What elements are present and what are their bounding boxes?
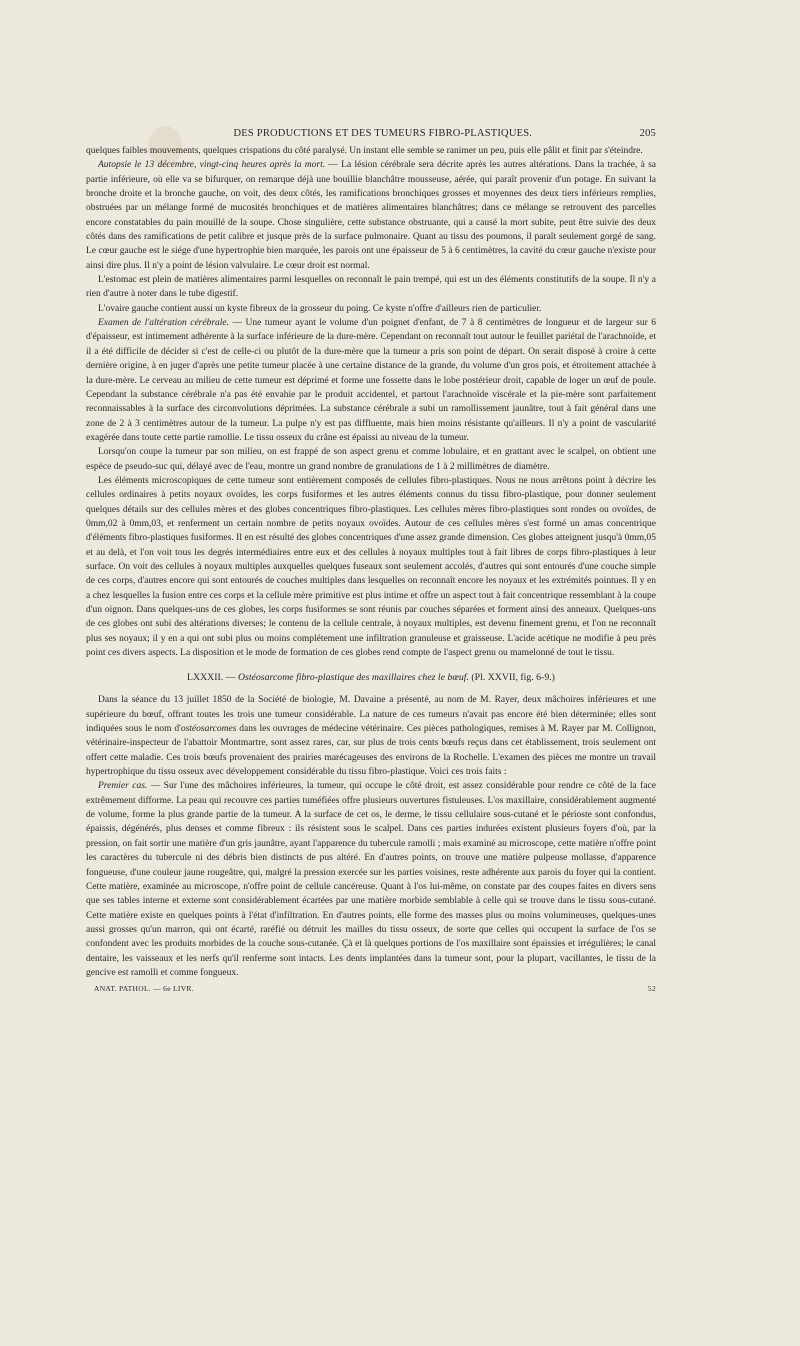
- paragraph: quelques faibles mouvements, quelques crispations du côté paralysé. Un instant elle semble se ranimer un peu, puis elle pâlit et finit par s'éteindre.: [86, 146, 643, 156]
- page-content: [86, 128, 656, 993]
- section-number: LXXXII. —: [187, 672, 238, 684]
- paragraph: Les éléments microscopiques de cette tumeur sont entièrement composés de cellules fibro-plastiques. Nous ne nous arrêtons point à décrire les cellules ordinaires à petits noyaux ovoïdes, les corps fusiformes et les autres éléments connus du tissu fibro-plastique, pour donner seulement quelques détails sur des cellules mères et des globes concentriques fibro-plastiques. Les cellules mères fibro-plastiques sont rondes ou ovoïdes, de 0mm,02 à 0mm,03, et renferment un certain nombre de petits noyaux ovoïdes. Autour de ces cellules mères s'est formé un amas concentrique d'éléments fibro-plastiques fusiformes. Il en est résulté des globes concentriques d'une assez grande dimension. Ces globes atteignent jusqu'à 0mm,05 et au delà, et l'on voit tous les degrés intermédiaires entre eux et des cellules à noyaux multiples tout à fait libres de corps fibro-plastiques à leur surface. On voit des cellules à noyaux multiples auxquelles quelques fuseaux sont seulement accolés, d'autres qui sont entourés d'une couche simple de ces corps, d'autres encore qui sont entourés de couches multiples dans lesquelles on reconnaît encore les noyaux et les extrémités pointues. Il y en a chez lesquelles la fusion entre ces corps et la cellule mère primitive est plus intime et offre un aspect tout à fait concentrique ressemblant à la coupe d'un oignon. Dans quelques-uns de ces globes, les corps fusiformes se sont réunis par couches séparées et forment ainsi des anneaux. Quelques-uns de ces globes ont subi des altérations diverses; le contenu de la cellule centrale, à noyaux multiples, est devenu finement grenu, et l'on ne reconnaît plus ses noyaux; il y en a qui ont subi plus ou moins complétement une infiltration granuleuse et graisseuse. L'acide acétique ne modifie à peu près point ces divers aspects. La disposition et le mode de formation de ces globes rend compte de l'aspect grenu ou mamelonné de tout le tissu.: [86, 475, 656, 659]
- paragraph: [86, 693, 656, 779]
- paragraph-italic: ostéosarcomes: [180, 724, 237, 735]
- section-title-italic: Ostéosarcome fibro-plastique des maxillaires chez le bœuf.: [237, 672, 469, 684]
- section-plate-ref: (Pl. XXVII, fig. 6-9.): [468, 672, 555, 684]
- paragraph-text: dans les ouvrages de médecine vétérinaire. Ces pièces pathologiques, remises à M. Rayer par M. Collignon, vétérinaire-inspecteur de l'abattoir Montmartre, sont assez rares, car, sur plus de trois cents bœufs reçus dans cet établissement, trois seulement ont offert cette maladie. Ces trois bœufs provenaient des prairies marécageuses des environs de la Rochelle. L'examen des pièces me montre un travail hypertrophique du tissu osseux avec développement considérable du tissu fibro-plastique. Voici ces trois faits :: [86, 724, 657, 778]
- signature-mark: ANAT. PATHOL. — 6e LIVR.: [94, 984, 194, 994]
- paragraph: L'ovaire gauche contient aussi un kyste fibreux de la grosseur du poing. Ce kyste n'offre d'ailleurs rien de particulier.: [98, 303, 542, 314]
- section-heading: [86, 672, 656, 683]
- paragraph: [86, 158, 656, 273]
- paragraph-lead: Premier cas.: [98, 781, 148, 792]
- running-title: DES PRODUCTIONS ET DES TUMEURS FIBRO-PLASTIQUES.: [233, 128, 533, 139]
- paragraph-lead: Autopsie le 13 décembre, vingt-cinq heures après la mort.: [98, 160, 326, 171]
- paragraph: Lorsqu'on coupe la tumeur par son milieu, on est frappé de son aspect grenu et comme lobulaire, et en grattant avec le scalpel, on obtient une espèce de pseudo-suc qui, délayé avec de l'eau, montre un grand nombre de granulations de 1 à 2 millimètres de diamètre.: [86, 447, 656, 472]
- paragraph-body: — Sur l'une des mâchoires inférieures, la tumeur, qui occupe le côté droit, est assez considérable pour rendre ce côté de la face extrêmement difforme. La peau qui recouvre ces parties tuméfiées offre plusieurs ouvertures fistuleuses. L'os maxillaire, considérablement augmenté de volume, forme la plus grande partie de la tumeur. A la surface de cet os, le derme, le tissu cellulaire sous-cutané et le périoste sont confondus, épaissis, dégénérés, plus denses et comme fibreux : ils résistent sous le scalpel. Dans ces parties indurées existent plusieurs foyers d'où, par la pression, on fait sortir une matière d'un gris jaunâtre, ayant l'apparence du tubercule ramolli ; mais examiné au microscope, cette matière n'offre point les caractères du tubercule ni des débris bien distincts de pus altéré. En d'autres points, on trouve une matière pulpeuse mollasse, d'apparence fongueuse, d'une couleur jaune rougeâtre, qui, malgré la pression exercée sur les parties voisines, reste adhérente aux parois du foyer qui la contient. Cette matière, examinée au microscope, n'offre point de cellule cancéreuse. Quant à l'os lui-même, on constate par des coupes faites en divers sens que ses tables interne et externe sont considérablement écartées par une matière morbide semblable à celle qui se trouve dans le tissu sous-cutané. Cette matière existe en quelques points à l'état d'infiltration. En d'autres points, elle forme des masses plus ou moins volumineuses, quelques-unes aussi grosses qu'un marron, qui ont écarté, raréfié ou détruit les mailles du tissu osseux, de sorte que celles qui occupent la surface de l'os se confondent avec les produits morbides de la couche sous-cutanée. Çà et là quelques portions de l'os maxillaire sont épaissies et irrégulières; le canal dentaire, les vaisseaux et les nerfs qu'il renferme sont intacts. Les dents implantées dans la tumeur sont, pour la plupart, vacillantes, le tissu de la gencive est ramolli et comme fongueux.: [86, 781, 656, 978]
- running-header: [86, 128, 656, 139]
- paragraph-body: — La lésion cérébrale sera décrite après les autres altérations. Dans la trachée, à sa partie inférieure, où elle va se bifurquer, on remarque déjà une bouillie blanchâtre mousseuse, aérée, qui paraît provenir d'un potage. En suivant la bronche droite et la bronche gauche, on voit, des deux côtés, les ramifications bronchiques grosses et moyennes des deux tiers inférieurs remplies, obstruées par un mélange formé de mucosités bronchiques et de matières alimentaires blanchâtres; dans ce mélange se retrouvent des parcelles encore constatables du pain mouillé de la soupe. Chose singulière, cette substance obstruante, qui a causé la mort subite, peut être suivie des deux côtés dans des ramifications de petit calibre et jusque près de la surface pulmonaire. Quant au tissu des poumons, il paraît seulement gorgé de sang. Le cœur gauche est le siége d'une hypertrophie bien marquée, les parois ont une épaisseur de 5 à 6 centimètres, la cavité du cœur gauche n'existe pour ainsi dire plus. Il n'y a point de lésion valvulaire. Le cœur droit est normal.: [86, 160, 656, 271]
- page-footer: [86, 984, 656, 993]
- sheet-number: 52: [647, 984, 656, 994]
- page-number: 205: [639, 128, 656, 139]
- paragraph: L'estomac est plein de matières alimentaires parmi lesquelles on reconnaît le pain trempé, qui est un des éléments constitutifs de la soupe. Il n'y a rien d'autre à noter dans le tube digestif.: [86, 275, 656, 300]
- paragraph-lead: Examen de l'altération cérébrale.: [98, 318, 230, 329]
- paragraph: [86, 779, 656, 980]
- paragraph-text: Dans la séance du 13 juillet 1850 de la Société de biologie, M. Davaine a présenté, au nom de M. Rayer, deux mâchoires inférieures et une supérieure du bœuf, offrant toutes les trois une tumeur considérable. La nature de ces tumeurs n'avait pas encore été bien déterminée; elles sont indiquées sous le nom d': [86, 695, 656, 735]
- paragraph-body: — Une tumeur ayant le volume d'un poignet d'enfant, de 7 à 8 centimètres de longueur et de largeur sur 6 d'épaisseur, est intimement adhérente à la surface inférieure de la dure-mère. Cependant on reconnaît tout autour le feuillet pariétal de l'arachnoïde, et il a été difficile de décider si c'est de celle-ci ou plutôt de la dure-mère que la tumeur a pris son point de départ. On serait disposé à croire à cette dernière origine, à en juger d'après une petite tumeur placée à une certaine distance de la grande, du volume d'un gros pois, et étroitement attachée à la dure-mère. Le cerveau au milieu de cette tumeur est déprimé et forme une fossette dans le lobe postérieur droit, capable de loger un œuf de poule. Cependant la substance cérébrale n'a pas été envahie par le produit accidentel, et partout l'arachnoïde viscérale et la pie-mère sont parfaitement reconnaissables à la surface des circonvolutions déprimées. La substance cérébrale a subi un ramollissement jaunâtre, tout à fait général dans une zone de 2 à 3 centimètres autour de la tumeur. La pulpe n'y est pas diffluente, mais bien moins résistante qu'ailleurs. Il n'y a point de vascularité exagérée dans toute cette partie ramollie. Le tissu osseux du crâne est épaissi au niveau de la tumeur.: [86, 318, 656, 443]
- paragraph: [86, 316, 656, 445]
